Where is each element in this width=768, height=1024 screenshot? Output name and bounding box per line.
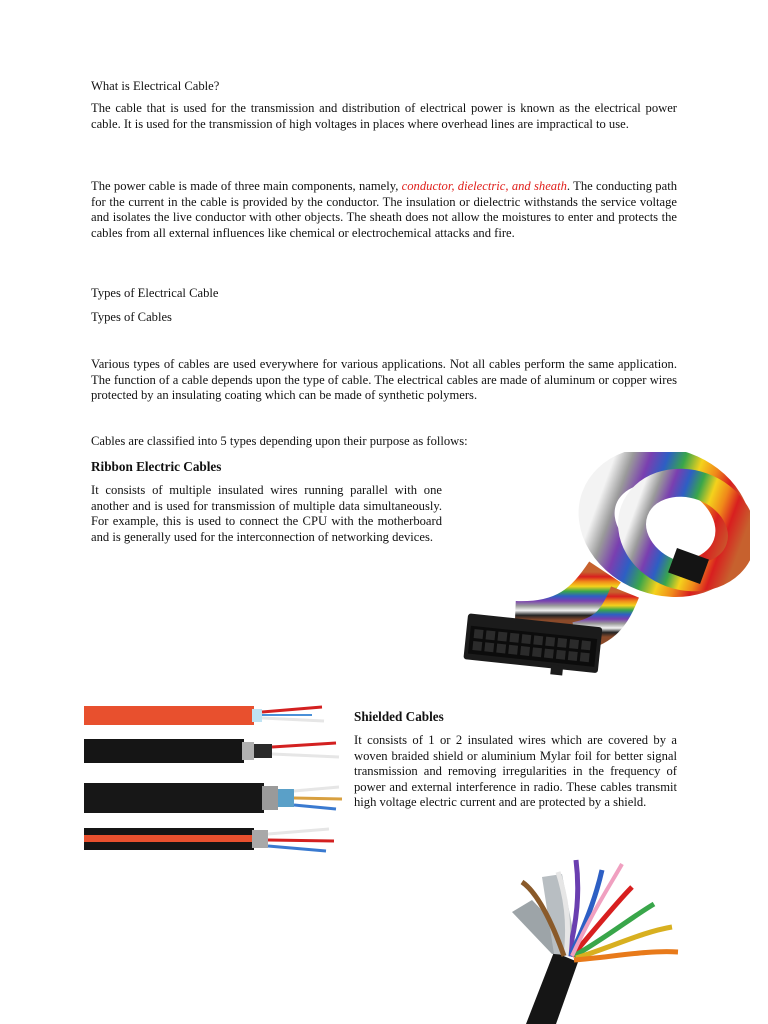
shielded-cables-image	[84, 703, 346, 853]
classified-line: Cables are classified into 5 types depending upon their purpose as follows:	[91, 434, 468, 448]
shielded-body: It consists of 1 or 2 insulated wires which are covered by a woven braided shield or aluminium Mylar foil for better signal transmission and removing irregularities in the frequency of power and external interference in radio. These cables transmit high voltage electric current and are protected by a shield.	[354, 733, 677, 809]
paragraph-2-end: . The conducting path for the current in the cable is provided by the conductor. The insulation or dielectric withstands the service voltage and isolates the live conductor with other objects. The sheath does not allow the moistures to enter and protects the cables from all external influences like chemical or electrochemical attacks and fire.	[91, 179, 677, 240]
types-subheading: Types of Cables	[91, 310, 172, 324]
types-paragraph: Various types of cables are used everywhere for various applications. Not all cables perform the same application. The function of a cable depends upon the type of cable. The electrical cables are made of aluminum or copper wires protected by an insulating coating which can be made of synthetic polymers.	[91, 357, 677, 402]
multicore-cable-image	[482, 852, 682, 1024]
intro-paragraph-1: The cable that is used for the transmission and distribution of electrical power is known as the electrical power cable. It is used for the transmission of high voltages in places where overhead lines are impractical to use.	[91, 101, 677, 131]
shielded-title: Shielded Cables	[354, 709, 444, 724]
ribbon-cable-image	[455, 452, 750, 702]
paragraph-2-start: The power cable is made of three main components, namely,	[91, 179, 402, 193]
intro-paragraph-2	[91, 179, 677, 241]
ribbon-body: It consists of multiple insulated wires running parallel with one another and is used for transmission of multiple data simultaneously. For example, this is used to connect the CPU with the motherboard and is generally used for the interconnection of networking devices.	[91, 483, 442, 544]
ribbon-title: Ribbon Electric Cables	[91, 459, 222, 474]
types-heading: Types of Electrical Cable	[91, 286, 219, 300]
highlight-components: conductor, dielectric, and sheath	[401, 179, 567, 193]
intro-title: What is Electrical Cable?	[91, 79, 220, 93]
